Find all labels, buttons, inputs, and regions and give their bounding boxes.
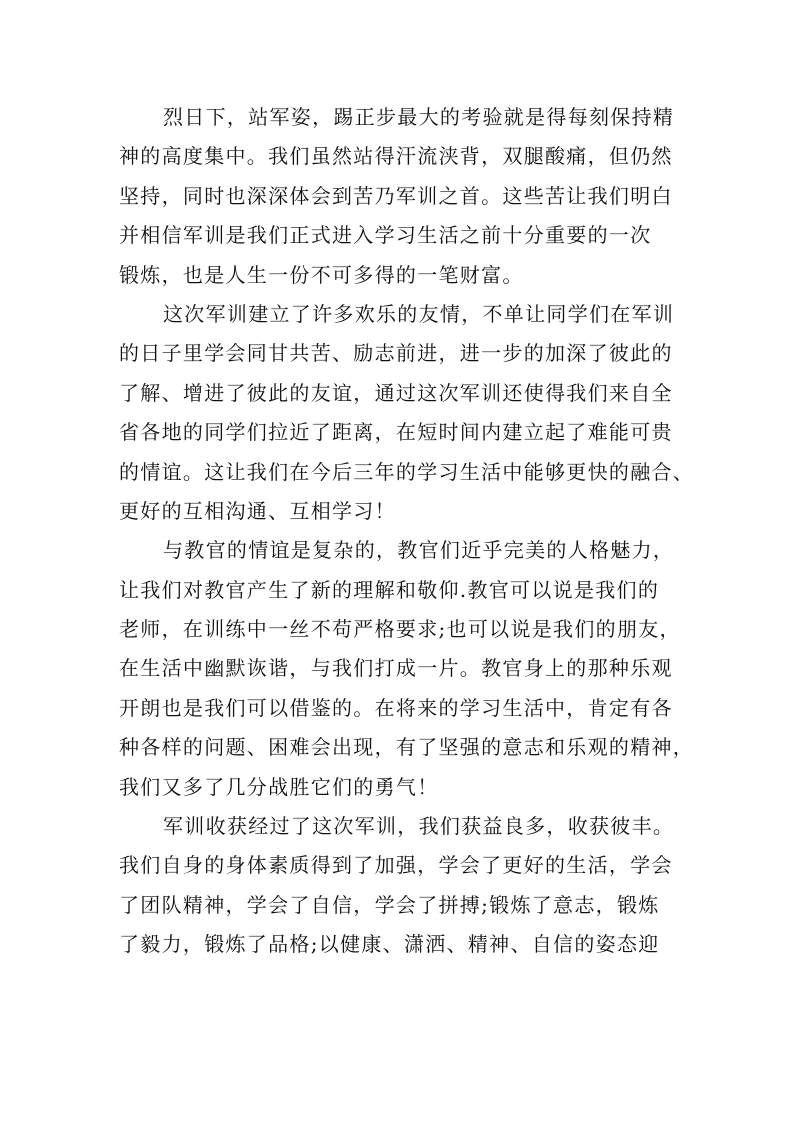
text-line: 了毅力，锻炼了品格;以健康、潇洒、精神、自信的姿态迎 [119,932,660,957]
text-line: 这次军训建立了许多欢乐的友情，不单让同学们在军训 [163,301,675,326]
text-line: 神的高度集中。我们虽然站得汗流浃背，双腿酸痛，但仍然 [119,144,673,169]
text-line: 的日子里学会同甘共苦、励志前进，进一步的加深了彼此的 [119,341,673,366]
text-line: 更好的互相沟通、互相学习！ [119,498,396,523]
text-line: 我们又多了几分战胜它们的勇气！ [119,774,439,799]
text-line: 老师，在训练中一丝不苟严格要求;也可以说是我们的朋友， [119,617,681,642]
text-line: 锻炼，也是人生一份不可多得的一笔财富。 [119,262,524,287]
paragraph-military-posture [119,98,689,295]
text-line: 我们自身的身体素质得到了加强，学会了更好的生活，学会 [119,853,673,878]
text-line: 的情谊。这让我们在今后三年的学习生活中能够更快的融合、 [119,459,695,484]
paragraph-friendship [119,295,695,531]
paragraph-instructors [119,531,695,807]
document-body [119,98,695,965]
text-line: 开朗也是我们可以借鉴的。在将来的学习生活中，肯定有各 [119,695,673,720]
paragraph-gains [119,807,689,965]
text-line: 烈日下，站军姿，踢正步最大的考验就是得每刻保持精 [163,105,675,129]
text-line: 在生活中幽默诙谐，与我们打成一片。教官身上的那种乐观 [119,656,673,681]
text-line: 军训收获经过了这次军训，我们获益良多，收获彼丰。 [163,814,675,839]
text-line: 坚持，同时也深深体会到苦乃军训之首。这些苦让我们明白 [119,183,673,208]
text-line: 了解、增进了彼此的友谊，通过这次军训还使得我们来自全 [119,380,673,405]
text-line: 种各样的问题、困难会出现，有了坚强的意志和乐观的精神， [119,735,695,760]
text-line: 并相信军训是我们正式进入学习生活之前十分重要的一次 [119,223,652,248]
text-line: 与教官的情谊是复杂的，教官们近乎完美的人格魅力， [163,538,675,563]
text-line: 省各地的同学们拉近了距离，在短时间内建立起了难能可贵 [119,420,673,445]
text-line: 了团队精神，学会了自信，学会了拼搏;锻炼了意志，锻炼 [119,892,660,917]
text-line: 让我们对教官产生了新的理解和敬仰.教官可以说是我们的 [119,577,660,602]
